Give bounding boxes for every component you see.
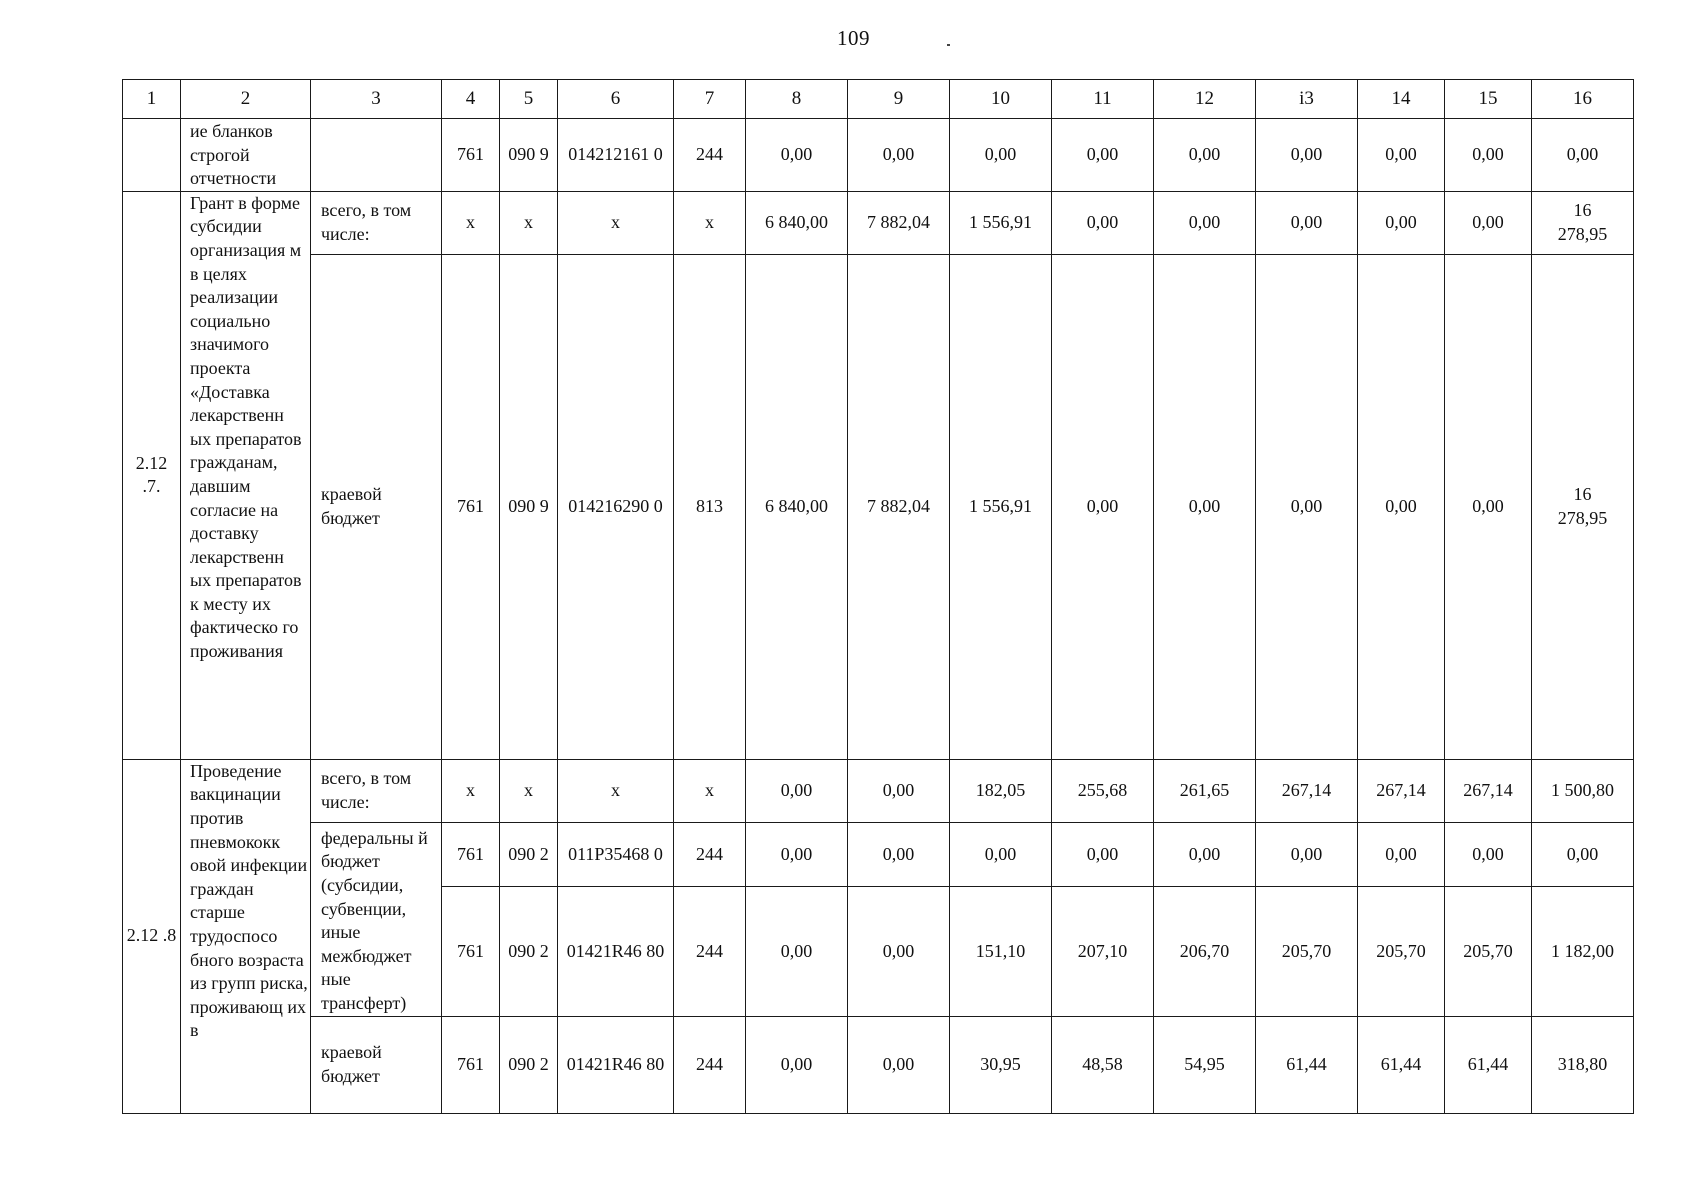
code-cell: х (674, 191, 746, 254)
item-name-cell: ие бланков строгой отчетности (181, 119, 311, 192)
value-cell: 1 556,91 (950, 191, 1052, 254)
value-cell: 0,00 (1052, 119, 1154, 192)
code-cell: х (674, 759, 746, 822)
header-cell: 16 (1532, 80, 1634, 119)
value-cell: 0,00 (746, 1016, 848, 1113)
value-cell: 0,00 (1358, 191, 1445, 254)
budget-table (122, 79, 1634, 1114)
code-cell: 813 (674, 254, 746, 759)
code-cell: 01421R46 80 (558, 1016, 674, 1113)
value-cell: 261,65 (1154, 759, 1256, 822)
code-cell: 761 (442, 119, 500, 192)
value-cell: 61,44 (1358, 1016, 1445, 1113)
value-cell: 0,00 (1445, 119, 1532, 192)
header-cell: 7 (674, 80, 746, 119)
code-cell: 090 2 (500, 1016, 558, 1113)
value-cell: 0,00 (848, 1016, 950, 1113)
value-cell: 318,80 (1532, 1016, 1634, 1113)
value-cell: 0,00 (950, 822, 1052, 886)
header-cell: 11 (1052, 80, 1154, 119)
code-cell: х (558, 191, 674, 254)
code-cell: 090 9 (500, 119, 558, 192)
value-cell: 0,00 (1256, 191, 1358, 254)
value-cell: 48,58 (1052, 1016, 1154, 1113)
table-row (123, 1016, 1634, 1113)
code-cell: 01421R46 80 (558, 887, 674, 1017)
code-cell: 090 2 (500, 887, 558, 1017)
code-cell: х (558, 759, 674, 822)
value-cell: 267,14 (1256, 759, 1358, 822)
header-cell: 3 (311, 80, 442, 119)
code-cell: х (500, 759, 558, 822)
value-cell: 6 840,00 (746, 254, 848, 759)
header-cell: 10 (950, 80, 1052, 119)
table-row (123, 759, 1634, 822)
header-cell: 2 (181, 80, 311, 119)
funding-source-cell: краевой бюджет (311, 254, 442, 759)
scan-speck (947, 44, 950, 46)
code-cell: 244 (674, 119, 746, 192)
item-number-cell: 2.12 .7. (123, 191, 181, 759)
value-cell: 16 278,95 (1532, 191, 1634, 254)
table-row (123, 191, 1634, 254)
value-cell: 0,00 (1154, 191, 1256, 254)
funding-source-cell: всего, в том числе: (311, 759, 442, 822)
value-cell: 0,00 (1154, 822, 1256, 886)
value-cell: 0,00 (848, 119, 950, 192)
value-cell: 0,00 (1445, 254, 1532, 759)
value-cell: 61,44 (1445, 1016, 1532, 1113)
item-name-cell: Проведение вакцинации против пневмококк овой инфекции граждан старше трудоспосо бного возраста из групп риска, проживающ их в (181, 759, 311, 1113)
header-cell: 15 (1445, 80, 1532, 119)
value-cell: 0,00 (1154, 119, 1256, 192)
code-cell: 014212161 0 (558, 119, 674, 192)
value-cell: 207,10 (1052, 887, 1154, 1017)
value-cell: 0,00 (1358, 254, 1445, 759)
value-cell: 0,00 (1445, 822, 1532, 886)
value-cell: 0,00 (746, 822, 848, 886)
code-cell: 761 (442, 1016, 500, 1113)
funding-source-cell: федеральны й бюджет (субсидии, субвенции, иные межбюджет ные трансферт) (311, 822, 442, 1016)
header-cell: 9 (848, 80, 950, 119)
value-cell: 0,00 (848, 759, 950, 822)
value-cell: 0,00 (950, 119, 1052, 192)
page-number: 109 (837, 26, 870, 50)
header-cell: 5 (500, 80, 558, 119)
code-cell: 761 (442, 887, 500, 1017)
code-cell: 011P35468 0 (558, 822, 674, 886)
header-cell: 1 (123, 80, 181, 119)
value-cell: 182,05 (950, 759, 1052, 822)
value-cell: 54,95 (1154, 1016, 1256, 1113)
value-cell: 0,00 (1052, 822, 1154, 886)
code-cell: 090 9 (500, 254, 558, 759)
value-cell: 0,00 (1532, 119, 1634, 192)
code-cell: 761 (442, 822, 500, 886)
code-cell: 244 (674, 822, 746, 886)
funding-source-cell (311, 119, 442, 192)
value-cell: 205,70 (1256, 887, 1358, 1017)
code-cell: 014216290 0 (558, 254, 674, 759)
value-cell: 7 882,04 (848, 191, 950, 254)
table-row (123, 822, 1634, 886)
value-cell: 61,44 (1256, 1016, 1358, 1113)
value-cell: 255,68 (1052, 759, 1154, 822)
value-cell: 205,70 (1445, 887, 1532, 1017)
value-cell: 0,00 (1256, 119, 1358, 192)
item-name-cell: Грант в форме субсидии организация м в целях реализации социально значимого проекта «Доставка лекарственн ых препаратов гражданам, давшим согласие на доставку лекарственн ых препаратов к месту их фактическо го проживания (181, 191, 311, 759)
header-cell: i3 (1256, 80, 1358, 119)
value-cell: 206,70 (1154, 887, 1256, 1017)
value-cell: 267,14 (1445, 759, 1532, 822)
value-cell: 0,00 (1532, 822, 1634, 886)
value-cell: 0,00 (848, 887, 950, 1017)
header-cell: 14 (1358, 80, 1445, 119)
code-cell: х (442, 759, 500, 822)
value-cell: 1 556,91 (950, 254, 1052, 759)
header-cell: 4 (442, 80, 500, 119)
value-cell: 1 182,00 (1532, 887, 1634, 1017)
value-cell: 1 500,80 (1532, 759, 1634, 822)
value-cell: 151,10 (950, 887, 1052, 1017)
value-cell: 0,00 (746, 119, 848, 192)
code-cell: х (442, 191, 500, 254)
value-cell: 205,70 (1358, 887, 1445, 1017)
code-cell: 244 (674, 887, 746, 1017)
value-cell: 0,00 (746, 759, 848, 822)
funding-source-cell: всего, в том числе: (311, 191, 442, 254)
item-number-cell: 2.12 .8 (123, 759, 181, 1113)
table-row (123, 119, 1634, 192)
code-cell: 244 (674, 1016, 746, 1113)
value-cell: 0,00 (1154, 254, 1256, 759)
value-cell: 30,95 (950, 1016, 1052, 1113)
value-cell: 0,00 (1256, 822, 1358, 886)
value-cell: 0,00 (1256, 254, 1358, 759)
value-cell: 0,00 (1358, 822, 1445, 886)
code-cell: 761 (442, 254, 500, 759)
funding-source-cell: краевой бюджет (311, 1016, 442, 1113)
value-cell: 0,00 (1358, 119, 1445, 192)
value-cell: 0,00 (1052, 191, 1154, 254)
value-cell: 0,00 (848, 822, 950, 886)
table-header-row (123, 80, 1634, 119)
code-cell: х (500, 191, 558, 254)
header-cell: 6 (558, 80, 674, 119)
value-cell: 0,00 (1052, 254, 1154, 759)
value-cell: 0,00 (1445, 191, 1532, 254)
code-cell: 090 2 (500, 822, 558, 886)
table-row (123, 254, 1634, 759)
value-cell: 267,14 (1358, 759, 1445, 822)
value-cell: 6 840,00 (746, 191, 848, 254)
value-cell: 7 882,04 (848, 254, 950, 759)
header-cell: 12 (1154, 80, 1256, 119)
value-cell: 0,00 (746, 887, 848, 1017)
item-number-cell (123, 119, 181, 192)
value-cell: 16 278,95 (1532, 254, 1634, 759)
header-cell: 8 (746, 80, 848, 119)
